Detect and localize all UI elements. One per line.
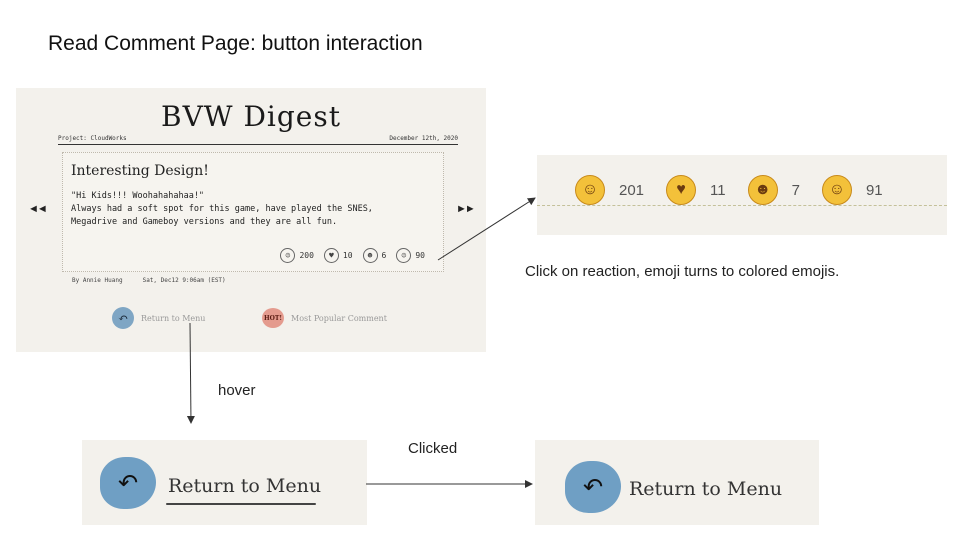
comment-timestamp: Sat, Dec12 9:06am (EST): [142, 277, 226, 284]
reaction-count: 11: [710, 181, 726, 199]
undo-arrow-icon: ↶: [565, 461, 621, 513]
reaction-count: 201: [619, 181, 645, 199]
author-byline: By Annie Huang: [72, 277, 123, 284]
silly-emoji-icon[interactable]: ☻: [363, 248, 378, 263]
most-popular-label: Most Popular Comment: [291, 313, 387, 323]
undo-arrow-icon: ↶: [100, 457, 156, 509]
return-to-menu-label-hover[interactable]: Return to Menu: [168, 475, 322, 497]
slide-title: Read Comment Page: button interaction: [48, 32, 423, 55]
laughing-emoji-icon[interactable]: ☺: [575, 175, 605, 205]
smile-emoji-icon[interactable]: ☺: [396, 248, 411, 263]
comment-line: "Hi Kids!!! Woohahahahaa!": [71, 191, 205, 201]
project-name: Project: CloudWorks: [58, 135, 127, 142]
clicked-caption: Clicked: [408, 440, 458, 457]
reaction-caption: Click on reaction, emoji turns to colored emojis.: [525, 263, 840, 280]
comment-line: Megadrive and Gameboy versions and they are all fun.: [71, 217, 338, 227]
smile-emoji-icon[interactable]: ☺: [822, 175, 852, 205]
hot-badge-icon: HOT!: [262, 308, 284, 328]
reaction-count: 7: [791, 181, 800, 199]
reaction-count: 90: [415, 251, 425, 260]
hover-connector-arrow: [190, 323, 191, 423]
undo-arrow-icon: ↶: [112, 307, 134, 329]
silly-emoji-icon[interactable]: ☻: [748, 175, 778, 205]
next-arrow-icon[interactable]: ►►: [456, 203, 474, 215]
comment-heading: Interesting Design!: [71, 163, 209, 179]
reaction-count: 91: [865, 181, 883, 199]
digest-date: December 12th, 2020: [389, 135, 458, 142]
prev-arrow-icon[interactable]: ◄◄: [28, 203, 46, 215]
heart-eyes-emoji-icon[interactable]: ♥: [324, 248, 339, 263]
hover-caption: hover: [218, 382, 256, 399]
return-to-menu-label-clicked[interactable]: Return to Menu: [629, 478, 783, 500]
reaction-count: 200: [299, 251, 314, 260]
return-to-menu-label: Return to Menu: [141, 313, 206, 323]
laughing-emoji-icon[interactable]: ☺: [280, 248, 295, 263]
reaction-connector-arrow: [438, 198, 535, 260]
heart-eyes-emoji-icon[interactable]: ♥: [666, 175, 696, 205]
digest-title: BVW Digest: [161, 100, 341, 133]
reaction-count: 6: [381, 251, 387, 260]
comment-line: Always had a soft spot for this game, have played the SNES,: [71, 204, 373, 214]
reaction-count: 10: [342, 251, 353, 260]
